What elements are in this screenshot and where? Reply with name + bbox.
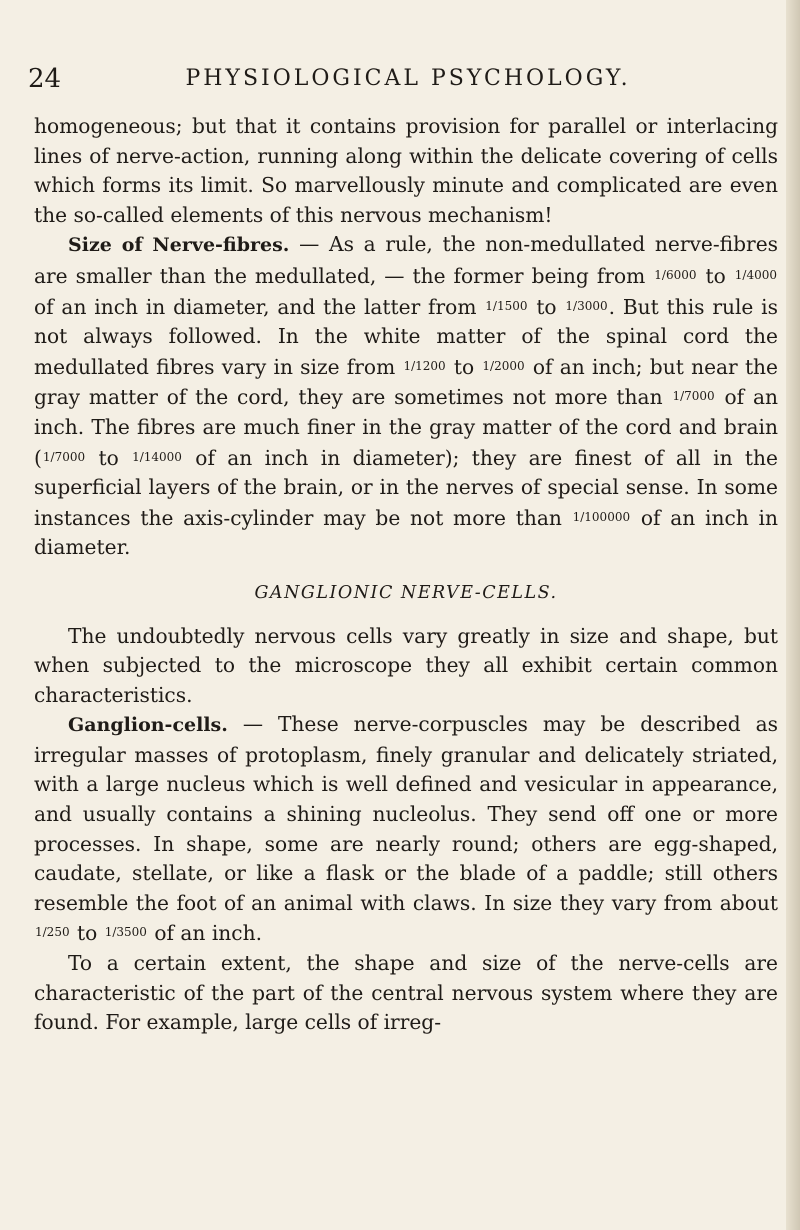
page-number: 24 [28,64,62,94]
section-heading: GANGLIONIC NERVE-CELLS. [254,582,558,603]
fraction: 1/2000 [482,358,525,373]
fraction: 1/1500 [485,298,528,313]
paragraph-cells-intro: The undoubtedly nervous cells vary greatly in size and shape, but when subjected to the microscope they all exhibit certain common characteristics. [34,623,778,707]
fraction: 1/1200 [403,358,446,373]
fraction: 1/4000 [734,267,778,282]
paragraph-continuation: homogeneous; but that it contains provision for parallel or interlacing lines of nerve-action, running along within the delicate covering of cells which forms its limit. So marvellously minute and complicated are even the so-called elements of this nervous mechanism! [34,114,778,227]
fraction: 1/100000 [572,509,631,524]
fraction: 1/7000 [42,449,86,464]
paragraph-ganglion-cells: Ganglion-cells. — These nerve-corpuscles may be described as irregular masses of protoplasm, finely granular and delicately striated, with a large nucleus which is well defined and vesicular in appearance, and usually contains a shining nucleolus. They send off one or more processes. In shape, some are nearly round; others are egg-shaped, caudate, stellate, or like a flask or the blade of a paddle; still others resemble the foot of an animal with claws. In size they vary from about 1/250 to 1/3500 of an inch. [34,712,778,946]
fraction: 1/7000 [672,389,715,404]
fraction: 1/14000 [132,449,182,464]
fraction: 1/6000 [654,267,697,282]
body-text [34,112,778,1038]
paragraph-nerve-fibre-size: Size of Nerve-fibres. — As a rule, the non-medullated nerve-fibres are smaller than the medullated, — the former being from 1/6000 to 1/4000 of an inch in diameter, and the latter from 1/1500 to 1/3000. But this rule is not always followed. In the white matter of the spinal cord the medullated fibres vary in size from 1/1200 to 1/2000 of an inch; but near the gray matter of the cord, they are sometimes not more than 1/7000 of an inch. The fibres are much finer in the gray matter of the cord and brain (1/7000 to 1/14000 of an inch in diameter); they are finest of all in the superficial layers of the brain, or in the nerves of special sense. In some instances the axis-cylinder may be not more than 1/100000 of an inch in diameter. [34,232,779,560]
fraction: 1/3500 [104,925,147,940]
side-heading-ganglion-cells: Ganglion-cells. [68,714,228,737]
paragraph-shape-characteristic: To a certain extent, the shape and size of the nerve-cells are characteristic of the part of the central nervous system where they are found. For example, large cells of irreg- [34,951,778,1035]
side-heading-nerve-fibres: Size of Nerve-fibres. [68,234,290,257]
running-title: PHYSIOLOGICAL PSYCHOLOGY. [185,66,631,91]
fraction: 1/250 [35,925,70,940]
page-header [28,64,788,94]
page-edge-shadow [786,0,800,1230]
fraction: 1/3000 [565,298,608,313]
